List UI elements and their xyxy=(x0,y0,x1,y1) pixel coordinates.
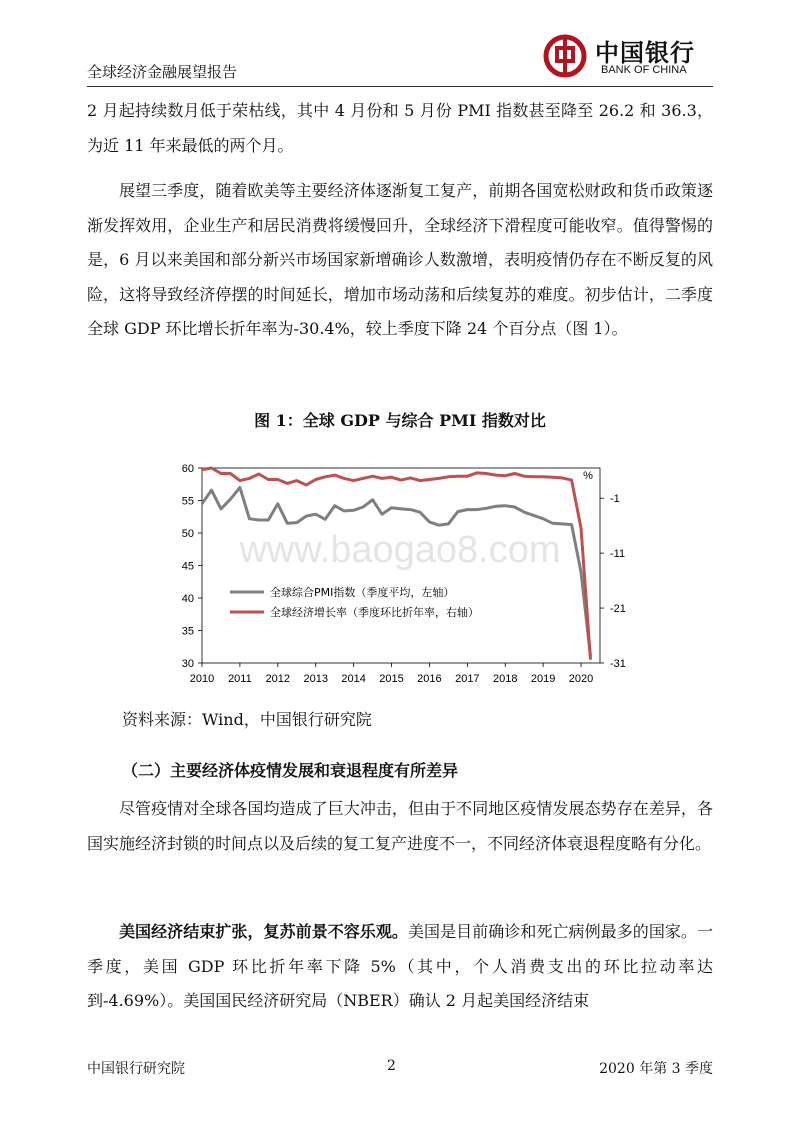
right-axis-unit: % xyxy=(583,470,593,482)
legend-pmi-label: 全球综合PMI指数（季度平均，左轴） xyxy=(270,586,455,599)
paragraph-3 xyxy=(87,792,713,861)
right-tick-label: -31 xyxy=(610,658,626,670)
figure-caption: 图 1：全球 GDP 与综合 PMI 指数对比 xyxy=(254,411,546,430)
figure-source: 资料来源：Wind，中国银行研究院 xyxy=(122,710,372,729)
x-tick-label: 2016 xyxy=(417,673,442,685)
x-tick-label: 2010 xyxy=(189,673,215,685)
pmi-series-line xyxy=(202,488,591,657)
logo-chinese-name: 中国银行 xyxy=(595,38,695,67)
section-heading: （二）主要经济体疫情发展和衰退程度有所差异 xyxy=(122,761,459,780)
paragraph-4 xyxy=(87,915,713,1019)
left-tick-label: 55 xyxy=(181,495,194,508)
chart-axes xyxy=(182,463,626,685)
x-tick-label: 2014 xyxy=(341,673,366,685)
left-tick-label: 35 xyxy=(181,625,194,638)
left-tick-label: 60 xyxy=(181,463,194,475)
paragraph-body: 美国是目前确诊和死亡病例最多的国家。一季度，美国 GDP 环比折年率下降 5%（其中，个人消费支出的环比拉动率达到-4.69%）。美国国民经济研究局（NBER）确认 2 月起美国经济结束 xyxy=(87,922,713,1010)
watermark-text: www.baogao8.com xyxy=(239,529,561,571)
page-number: 2 xyxy=(387,1058,396,1074)
page-header xyxy=(87,30,713,87)
right-tick-label: -11 xyxy=(610,548,626,561)
footer-org: 中国银行研究院 xyxy=(87,1061,185,1077)
paragraph-1 xyxy=(87,94,713,163)
paragraph-text: 2 月起持续数月低于荣枯线，其中 4 月份和 5 月份 PMI 指数甚至降至 26.2 和 36.3，为近 11 年来最低的两个月。 xyxy=(87,101,713,155)
paragraph-text xyxy=(87,915,713,1019)
watermark xyxy=(238,529,560,571)
right-tick-label: -1 xyxy=(610,493,620,506)
chart-legend xyxy=(230,585,479,619)
left-tick-label: 50 xyxy=(181,528,194,540)
right-tick-label: -21 xyxy=(610,603,626,616)
x-tick-label: 2017 xyxy=(455,673,480,685)
x-tick-label: 2015 xyxy=(379,673,404,685)
bank-of-china-logo-icon xyxy=(543,34,587,78)
x-tick-label: 2019 xyxy=(530,673,556,685)
x-tick-label: 2020 xyxy=(568,673,594,685)
legend-gdp-label: 全球经济增长率（季度环比折年率，右轴） xyxy=(270,606,479,619)
footer-period: 2020 年第 3 季度 xyxy=(599,1061,713,1077)
bank-logo xyxy=(543,30,713,82)
report-title: 全球经济金融展望报告 xyxy=(87,63,238,81)
x-tick-label: 2012 xyxy=(265,673,291,685)
left-tick-label: 45 xyxy=(181,560,194,573)
x-tick-label: 2013 xyxy=(303,673,328,685)
gdp-pmi-chart xyxy=(160,450,640,700)
left-tick-label: 30 xyxy=(181,658,194,670)
paragraph-text: 尽管疫情对全球各国均造成了巨大冲击，但由于不同地区疫情发展态势存在差异，各国实施经济封锁的时间点以及后续的复工复产进度不一，不同经济体衰退程度略有分化。 xyxy=(87,799,713,853)
left-tick-label: 40 xyxy=(181,593,194,605)
paragraph-lead: 美国经济结束扩张，复苏前景不容乐观。 xyxy=(119,922,408,941)
paragraph-2 xyxy=(87,174,713,347)
x-tick-label: 2018 xyxy=(492,673,518,685)
x-tick-label: 2011 xyxy=(228,673,252,685)
logo-english-name: BANK OF CHINA xyxy=(601,64,687,76)
paragraph-text: 展望三季度，随着欧美等主要经济体逐渐复工复产，前期各国宽松财政和货币政策逐渐发挥效用，企业生产和居民消费将缓慢回升，全球经济下滑程度可能收窄。值得警惕的是，6 月以来美国和部分新兴市场国家新增确诊人数激增，表明疫情仍存在不断反复的风险，这将导致经济停摆的时间延长，增加市场动荡和后续复苏的难度。初步估计，二季度全球 GDP 环比增长折年率为-30.4%，较上季度下降 24 个百分点（图 1）。 xyxy=(87,181,713,338)
